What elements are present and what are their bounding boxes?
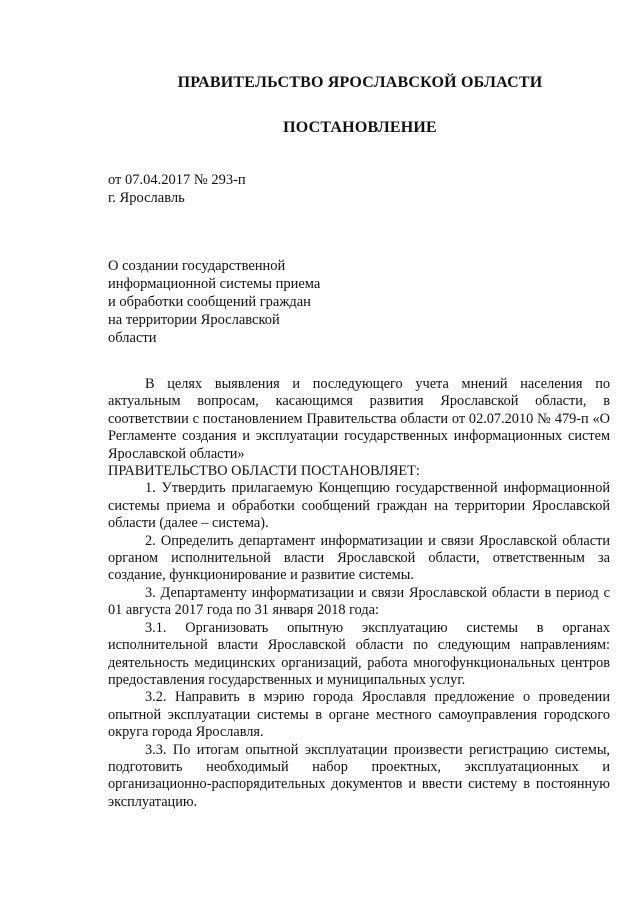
item-paragraph-3: 3. Департаменту информатизации и связи Ярославской области в период с 01 августа 2017 года по 31 января 2018 года: xyxy=(108,584,610,619)
city: г. Ярославль xyxy=(108,190,185,206)
item-paragraph-3-2: 3.2. Направить в мэрию города Ярославля предложение о проведении опытной эксплуатации системы в органе местного самоуправления городского округа города Ярославля. xyxy=(108,689,610,741)
item-paragraph-1: 1. Утвердить прилагаемую Концепцию государственной информационной системы приема и обработки сообщений граждан на территории Ярославской области (далее – система). xyxy=(108,480,610,532)
subject-line: О создании государственной xyxy=(108,258,286,274)
subject-line: области xyxy=(108,330,157,346)
subject-line: на территории Ярославской xyxy=(108,312,280,328)
item-paragraph-3-1: 3.1. Организовать опытную эксплуатацию системы в органах исполнительной власти Ярославской области по следующим направлениям: деятельность медицинских организаций, работа многофункциональных центров предоставления государственных и муниципальных услуг. xyxy=(108,619,610,688)
preamble-paragraph: В целях выявления и последующего учета мнений населения по актуальным вопросам, касающимся развития Ярославской области, в соответствии с постановлением Правительства области от 02.07.2010 № 479-п «О Регламенте создания и эксплуатации государственных информационных систем Ярославской области» xyxy=(108,376,610,462)
document-type-title: ПОСТАНОВЛЕНИЕ xyxy=(283,119,437,136)
item-paragraph-2: 2. Определить департамент информатизации и связи Ярославской области органом исполнительной власти Ярославской области, ответственным за создание, функционирование и развитие системы. xyxy=(108,532,610,584)
document-meta xyxy=(108,171,246,207)
document-body xyxy=(108,376,610,811)
subject-line: и обработки сообщений граждан xyxy=(108,294,311,310)
date-number: от 07.04.2017 № 293-п xyxy=(108,172,246,188)
resolves-heading: ПРАВИТЕЛЬСТВО ОБЛАСТИ ПОСТАНОВЛЯЕТ: xyxy=(108,463,420,480)
subject-line: информационной системы приема xyxy=(108,276,321,292)
item-paragraph-3-3: 3.3. По итогам опытной эксплуатации произвести регистрацию системы, подготовить необходимый набор проектных, эксплуатационных и организационно-распорядительных документов и ввести систему в постоянную эксплуатацию. xyxy=(108,741,610,810)
government-title: ПРАВИТЕЛЬСТВО ЯРОСЛАВСКОЙ ОБЛАСТИ xyxy=(177,74,543,91)
document-subject xyxy=(108,257,320,347)
